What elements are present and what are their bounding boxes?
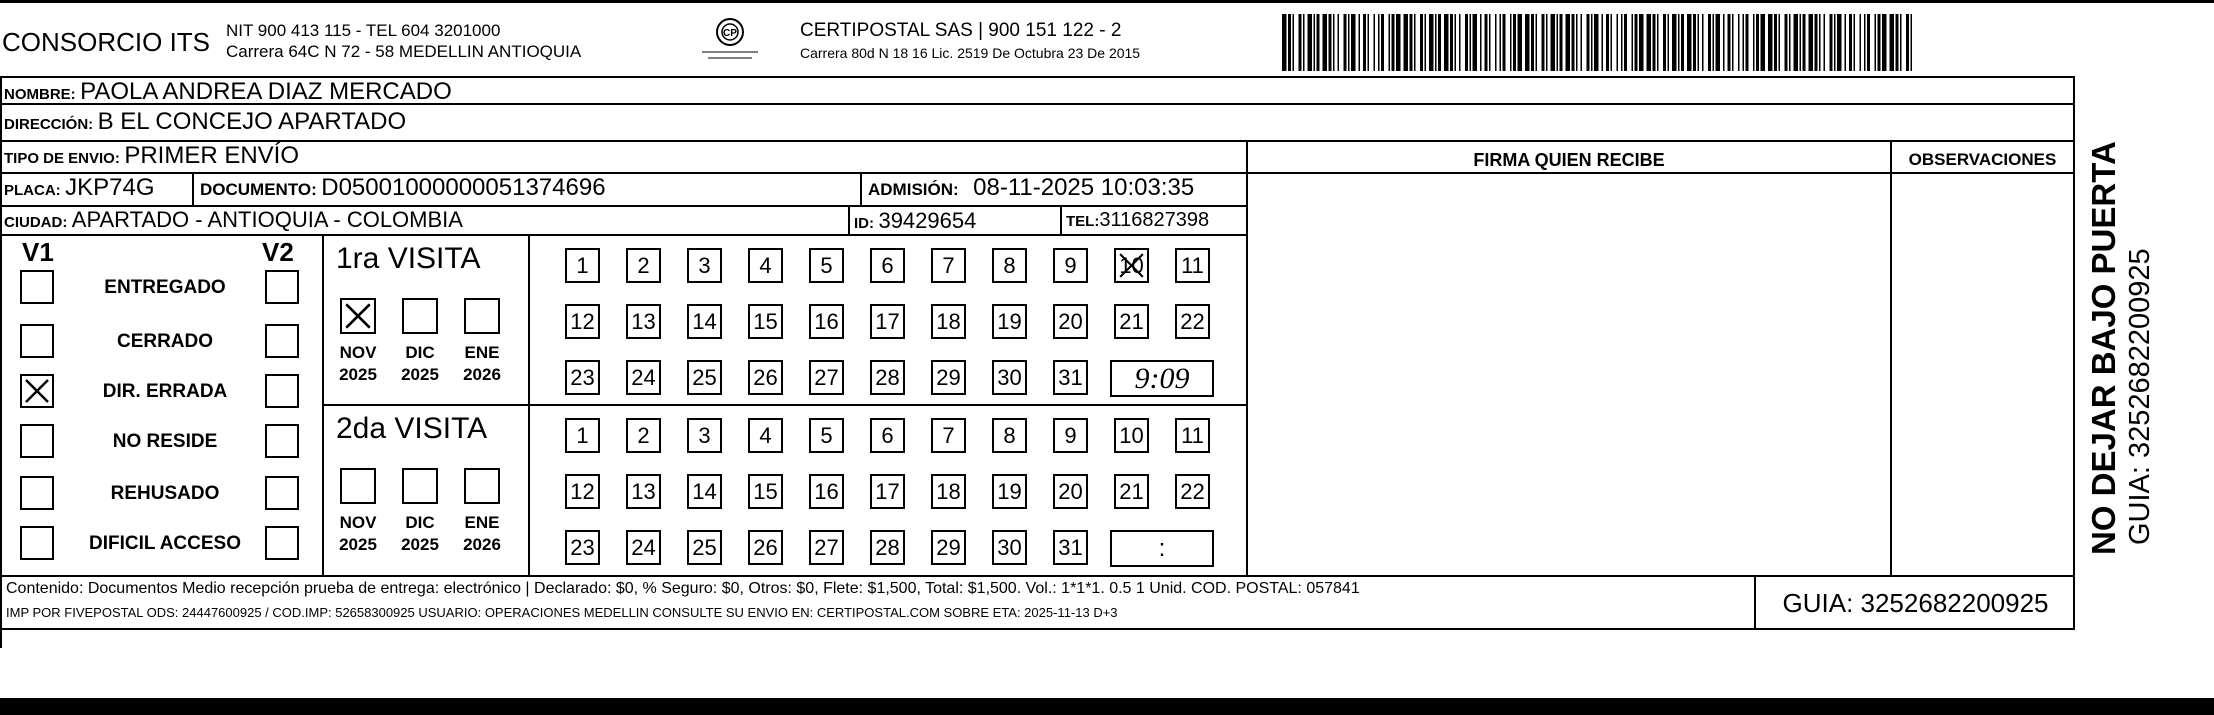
day-box[interactable] xyxy=(809,248,844,283)
day-box[interactable] xyxy=(809,304,844,339)
plate-field xyxy=(4,174,155,202)
day-number: 13 xyxy=(631,308,656,334)
status-option-label: DIFICIL ACCESO xyxy=(88,533,241,554)
day-box[interactable] xyxy=(931,304,966,339)
day-number: 4 xyxy=(759,422,772,448)
carrier-details xyxy=(800,20,1140,61)
v2-heading: V2 xyxy=(262,237,294,267)
signature-header: FIRMA QUIEN RECIBE xyxy=(1473,150,1665,170)
day-number: 6 xyxy=(881,252,894,278)
day-box[interactable] xyxy=(870,304,905,339)
recipient-name: PAOLA ANDREA DIAZ MERCADO xyxy=(80,78,452,105)
day-number: 27 xyxy=(814,364,839,390)
document-field xyxy=(200,174,606,202)
v2-checkbox[interactable] xyxy=(265,476,299,510)
day-number: 24 xyxy=(631,364,656,390)
day-box[interactable] xyxy=(931,530,966,565)
month-name: ENE xyxy=(464,343,500,362)
cell-divider xyxy=(1060,205,1062,234)
month-label xyxy=(452,512,512,556)
month-label xyxy=(390,512,450,556)
day-box[interactable] xyxy=(626,474,661,509)
day-number: 1 xyxy=(576,252,589,278)
day-box[interactable] xyxy=(687,530,722,565)
day-number: 31 xyxy=(1058,364,1083,390)
day-box[interactable] xyxy=(687,248,722,283)
frame-right xyxy=(2073,76,2075,630)
day-box[interactable] xyxy=(809,360,844,395)
admission-value: 08-11-2025 10:03:35 xyxy=(973,174,1195,201)
visit-time: 9:09 xyxy=(1134,361,1190,395)
day-number: 2 xyxy=(637,252,650,278)
carrier-address: Carrera 80d N 18 16 Lic. 2519 De Octubra 23 De 2015 xyxy=(800,45,1141,61)
day-box[interactable] xyxy=(626,304,661,339)
day-box[interactable] xyxy=(1175,474,1210,509)
id-field xyxy=(854,208,976,234)
footer-top-line xyxy=(0,575,2075,577)
day-box[interactable] xyxy=(931,418,966,453)
v2-checkbox[interactable] xyxy=(265,270,299,304)
shipment-type-field xyxy=(4,142,299,170)
name-field xyxy=(4,78,452,106)
cell-divider xyxy=(860,172,862,205)
day-number: 11 xyxy=(1181,252,1204,278)
v1-checkbox[interactable] xyxy=(20,374,54,408)
month-checkbox[interactable] xyxy=(464,298,500,334)
day-box[interactable] xyxy=(565,248,600,283)
day-number: 29 xyxy=(936,364,961,390)
month-name: NOV xyxy=(339,343,377,362)
day-box[interactable] xyxy=(870,248,905,283)
day-number: 18 xyxy=(936,478,961,504)
day-box[interactable] xyxy=(809,530,844,565)
day-number: 19 xyxy=(997,478,1022,504)
guia-box-border xyxy=(1754,575,1756,628)
day-box[interactable] xyxy=(1175,304,1210,339)
day-number: 5 xyxy=(820,422,833,448)
day-number: 27 xyxy=(814,534,839,560)
day-box[interactable] xyxy=(870,360,905,395)
day-box[interactable] xyxy=(1114,474,1149,509)
day-box[interactable] xyxy=(1053,248,1088,283)
cell-divider xyxy=(192,172,194,205)
day-box[interactable] xyxy=(1053,418,1088,453)
tel-value: 3116827398 xyxy=(1099,209,1210,231)
day-box[interactable] xyxy=(748,474,783,509)
day-box[interactable] xyxy=(870,474,905,509)
shipment-type-label: TIPO DE ENVIO: xyxy=(4,150,120,167)
month-checkbox[interactable] xyxy=(340,468,376,504)
city-label: CIUDAD: xyxy=(4,214,68,231)
company-nit: NIT 900 413 115 - TEL 604 3201000 xyxy=(226,21,501,40)
do-not-leave-under-door: NO DEJAR BAJO PUERTA xyxy=(2085,141,2122,555)
day-box[interactable] xyxy=(748,304,783,339)
day-number: 8 xyxy=(1003,422,1016,448)
plate-value: JKP74G xyxy=(65,174,155,201)
v1-checkbox[interactable] xyxy=(20,324,54,358)
city-field xyxy=(4,207,463,233)
visit-title: 2da VISITA xyxy=(336,412,488,445)
day-number: 23 xyxy=(570,534,595,560)
day-number: 22 xyxy=(1180,478,1205,504)
day-number: 20 xyxy=(1058,478,1083,504)
day-number: 6 xyxy=(881,422,894,448)
day-box[interactable] xyxy=(1053,304,1088,339)
day-box[interactable] xyxy=(992,360,1027,395)
month-year: 2025 xyxy=(401,365,439,384)
month-year: 2025 xyxy=(401,535,439,554)
day-number: 19 xyxy=(997,308,1022,334)
day-box[interactable] xyxy=(748,530,783,565)
company-address: Carrera 64C N 72 - 58 MEDELLIN ANTIOQUIA xyxy=(226,42,582,61)
day-number: 11 xyxy=(1181,422,1204,448)
day-number: 20 xyxy=(1058,308,1083,334)
shipment-type: PRIMER ENVÍO xyxy=(124,142,300,169)
imp-line: IMP POR FIVEPOSTAL ODS: 24447600925 / COD.IMP: 52658300925 USUARIO: OPERACIONES MEDELLIN CONSULTE SU ENVIO EN: CERTIPOSTAL.COM SOBRE ETA: 2025-11-13 D+3 xyxy=(6,605,1118,620)
plate-label: PLACA: xyxy=(4,182,61,199)
month-name: DIC xyxy=(405,513,435,532)
address-label: DIRECCIÓN: xyxy=(4,116,94,133)
month-year: 2025 xyxy=(339,365,377,384)
month-label xyxy=(328,512,388,556)
month-year: 2026 xyxy=(463,535,501,554)
day-box[interactable] xyxy=(1053,474,1088,509)
day-number: 17 xyxy=(875,308,900,334)
bottom-bar xyxy=(0,698,2214,715)
day-number: 5 xyxy=(820,252,833,278)
day-number: 14 xyxy=(692,308,717,334)
day-box[interactable] xyxy=(870,530,905,565)
company-name: CONSORCIO ITS xyxy=(2,27,211,57)
day-number: 31 xyxy=(1058,534,1083,560)
company-details xyxy=(226,20,581,62)
day-box[interactable] xyxy=(748,418,783,453)
day-box[interactable] xyxy=(1114,418,1149,453)
month-year: 2026 xyxy=(463,365,501,384)
day-box[interactable] xyxy=(931,248,966,283)
status-option-label: NO RESIDE xyxy=(112,431,218,452)
recipient-address: B EL CONCEJO APARTADO xyxy=(97,108,407,135)
day-number: 7 xyxy=(942,252,955,278)
document-value: D05001000000051374696 xyxy=(321,174,606,201)
v2-checkbox[interactable] xyxy=(265,424,299,458)
month-name: NOV xyxy=(339,513,377,532)
row-line xyxy=(1248,172,2075,174)
side-text xyxy=(2085,95,2205,555)
day-box[interactable] xyxy=(626,360,661,395)
day-box[interactable] xyxy=(809,474,844,509)
day-box[interactable] xyxy=(992,474,1027,509)
day-box[interactable] xyxy=(687,304,722,339)
admission-label: ADMISIÓN: xyxy=(868,180,959,199)
day-number: 23 xyxy=(570,364,595,390)
svg-text:CP: CP xyxy=(723,28,737,39)
status-option-label: DIR. ERRADA xyxy=(102,381,228,402)
carrier-logo xyxy=(698,16,762,64)
day-number: 10 xyxy=(1119,252,1144,278)
day-number: 26 xyxy=(753,364,778,390)
visit-title: 1ra VISITA xyxy=(336,242,481,275)
day-box[interactable] xyxy=(626,248,661,283)
day-box[interactable] xyxy=(809,418,844,453)
month-checkbox[interactable] xyxy=(464,468,500,504)
day-number: 2 xyxy=(637,422,650,448)
observations-header: OBSERVACIONES xyxy=(1908,150,2057,169)
v1-heading: V1 xyxy=(22,237,54,267)
day-box[interactable] xyxy=(992,418,1027,453)
footer-guia: GUIA: 3252682200925 xyxy=(1782,588,2049,618)
day-number: 4 xyxy=(759,252,772,278)
v2-checkbox[interactable] xyxy=(265,526,299,560)
visit-time-field[interactable] xyxy=(1110,530,1214,567)
day-number: 25 xyxy=(692,534,717,560)
day-box[interactable] xyxy=(687,360,722,395)
day-box[interactable] xyxy=(565,530,600,565)
id-label: ID: xyxy=(854,215,874,232)
month-checkbox[interactable] xyxy=(340,298,376,334)
month-checkbox[interactable] xyxy=(402,468,438,504)
day-number: 1 xyxy=(576,422,589,448)
status-option-label: ENTREGADO xyxy=(104,277,226,298)
observations-column-border xyxy=(1890,140,1892,575)
row-line xyxy=(0,140,2075,142)
month-checkbox[interactable] xyxy=(402,298,438,334)
day-number: 3 xyxy=(698,252,711,278)
visit-time-field[interactable] xyxy=(1110,360,1214,397)
v1-checkbox[interactable] xyxy=(20,270,54,304)
day-number: 22 xyxy=(1180,308,1205,334)
day-box[interactable] xyxy=(748,360,783,395)
day-number: 7 xyxy=(942,422,955,448)
day-number: 16 xyxy=(814,478,839,504)
day-box[interactable] xyxy=(687,474,722,509)
cell-divider xyxy=(848,205,850,234)
frame-left xyxy=(0,76,2,648)
name-label: NOMBRE: xyxy=(4,86,76,103)
admission-field xyxy=(868,174,1194,202)
day-box[interactable] xyxy=(565,360,600,395)
day-number: 28 xyxy=(875,534,900,560)
day-number: 18 xyxy=(936,308,961,334)
day-box[interactable] xyxy=(870,418,905,453)
day-number: 9 xyxy=(1064,422,1077,448)
day-box[interactable] xyxy=(748,248,783,283)
day-box[interactable] xyxy=(565,418,600,453)
day-box[interactable] xyxy=(992,304,1027,339)
v2-checkbox[interactable] xyxy=(265,324,299,358)
day-number: 25 xyxy=(692,364,717,390)
day-number: 21 xyxy=(1119,308,1144,334)
day-box[interactable] xyxy=(565,474,600,509)
day-number: 15 xyxy=(753,478,778,504)
day-box[interactable] xyxy=(992,248,1027,283)
month-year: 2025 xyxy=(339,535,377,554)
day-box[interactable] xyxy=(931,474,966,509)
tel-label: TEL: xyxy=(1066,213,1100,230)
day-box[interactable] xyxy=(626,418,661,453)
visit-divider xyxy=(322,404,1248,406)
day-number: 30 xyxy=(997,364,1022,390)
month-name: DIC xyxy=(405,343,435,362)
day-box[interactable] xyxy=(1114,248,1149,283)
month-name: ENE xyxy=(464,513,500,532)
day-number: 8 xyxy=(1003,252,1016,278)
month-label xyxy=(328,342,388,386)
day-number: 10 xyxy=(1119,422,1144,448)
v1-checkbox[interactable] xyxy=(20,424,54,458)
day-number: 17 xyxy=(875,478,900,504)
day-box[interactable] xyxy=(1053,530,1088,565)
day-number: 26 xyxy=(753,534,778,560)
day-box[interactable] xyxy=(1175,418,1210,453)
footer-bottom-line xyxy=(0,628,2075,630)
day-number: 3 xyxy=(698,422,711,448)
day-number: 14 xyxy=(692,478,717,504)
status-option-label: CERRADO xyxy=(116,331,214,352)
day-box[interactable] xyxy=(565,304,600,339)
day-box[interactable] xyxy=(1175,248,1210,283)
visit-time: : xyxy=(1158,534,1166,562)
day-box[interactable] xyxy=(1053,360,1088,395)
day-number: 21 xyxy=(1119,478,1144,504)
day-box[interactable] xyxy=(1114,304,1149,339)
month-label xyxy=(452,342,512,386)
v1-checkbox[interactable] xyxy=(20,476,54,510)
content-line: Contenido: Documentos Medio recepción prueba de entrega: electrónico | Declarado: $0, % Seguro: $0, Otros: $0, Flete: $1,500, Total: $1,500. Vol.: 1*1*1. 0.5 1 Unid. COD. POSTAL: 057841 xyxy=(6,580,1360,597)
carrier-name: CERTIPOSTAL SAS | 900 151 122 - 2 xyxy=(800,20,1122,41)
day-number: 12 xyxy=(570,308,595,334)
v1-checkbox[interactable] xyxy=(20,526,54,560)
day-number: 9 xyxy=(1064,252,1077,278)
document-label: DOCUMENTO: xyxy=(200,180,317,199)
day-number: 24 xyxy=(631,534,656,560)
v2-checkbox[interactable] xyxy=(265,374,299,408)
address-field xyxy=(4,108,406,136)
top-border xyxy=(0,0,2214,3)
day-box[interactable] xyxy=(992,530,1027,565)
barcode xyxy=(1282,14,1914,71)
day-box[interactable] xyxy=(626,530,661,565)
row-line xyxy=(0,234,1248,236)
day-number: 15 xyxy=(753,308,778,334)
status-option-label: REHUSADO xyxy=(110,483,220,504)
day-number: 30 xyxy=(997,534,1022,560)
side-guia: GUIA: 3252682200925 xyxy=(2124,248,2156,545)
day-number: 29 xyxy=(936,534,961,560)
day-box[interactable] xyxy=(931,360,966,395)
day-number: 16 xyxy=(814,308,839,334)
month-label xyxy=(390,342,450,386)
day-number: 12 xyxy=(570,478,595,504)
id-value: 39429654 xyxy=(878,208,977,233)
day-number: 13 xyxy=(631,478,656,504)
city-value: APARTADO - ANTIOQUIA - COLOMBIA xyxy=(71,207,463,232)
day-box[interactable] xyxy=(687,418,722,453)
tel-field xyxy=(1066,209,1209,232)
day-number: 28 xyxy=(875,364,900,390)
signature-column-border xyxy=(1246,140,1248,575)
